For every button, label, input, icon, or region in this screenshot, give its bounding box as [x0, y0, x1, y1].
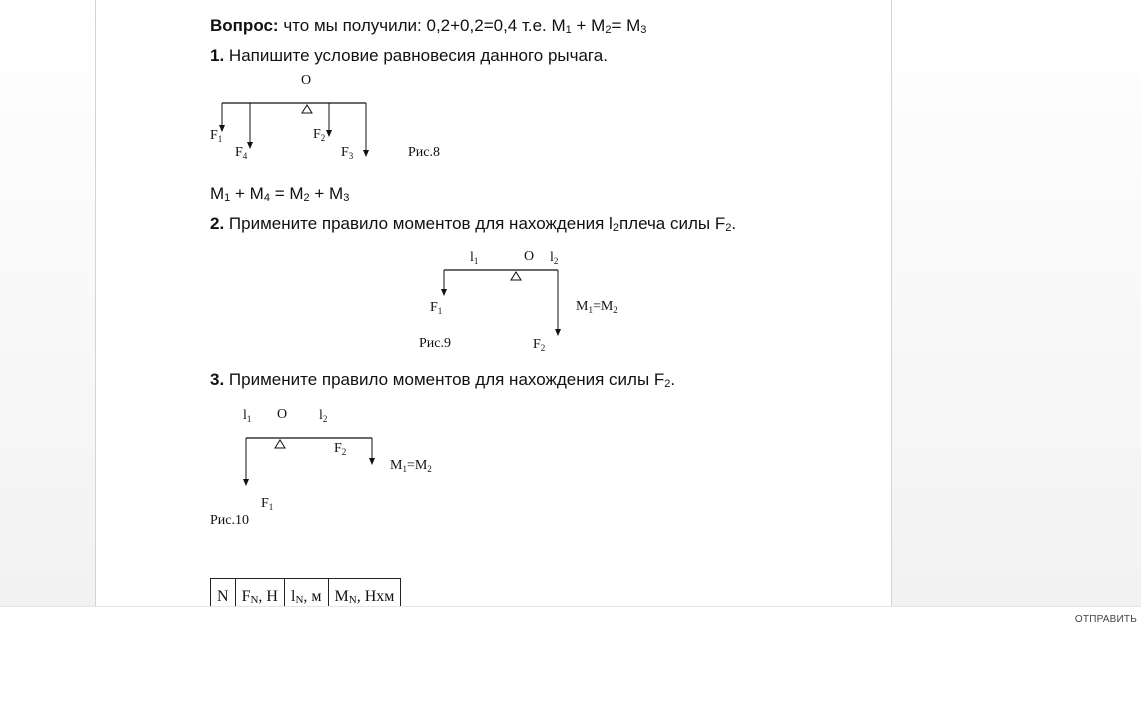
- arm-label-l2: $l_2$: [319, 408, 328, 424]
- force-label-f2: $F_2$: [334, 441, 347, 457]
- arrow-head: [326, 130, 332, 137]
- figure-caption: Рис.8: [408, 145, 440, 160]
- equilibrium-equation: [210, 184, 349, 208]
- figure-caption: Рис.9: [419, 336, 451, 351]
- pivot-triangle: [275, 440, 285, 448]
- pivot-triangle: [511, 272, 521, 280]
- subscript: 2: [303, 192, 310, 204]
- submit-button[interactable]: ОТПРАВИТЬ: [1074, 614, 1137, 625]
- subscript: 1: [565, 24, 572, 36]
- force-label-f4: $F_4$: [235, 145, 248, 161]
- table-header-cell: $M_N$, Нхм: [328, 579, 401, 607]
- task-number: 1.: [210, 46, 225, 65]
- task-3: [210, 370, 675, 394]
- subscript: 3: [640, 24, 647, 36]
- data-table: [210, 578, 401, 606]
- table-header-cell: N: [211, 579, 236, 607]
- figure-8-lever-diagram: [208, 70, 468, 166]
- equation-text: М: [210, 184, 225, 203]
- question-label: Вопрос:: [210, 16, 279, 35]
- task-text: плеча силы F: [618, 214, 726, 233]
- arrow-head: [555, 329, 561, 336]
- force-label-f3: $F_3$: [341, 145, 354, 161]
- subscript: 1: [224, 192, 231, 204]
- arrow-head: [247, 142, 253, 149]
- arrow-head: [369, 458, 375, 465]
- force-label-f1: $F_1$: [261, 496, 274, 512]
- force-label-f2: $F_2$: [533, 337, 546, 353]
- task-2: [210, 214, 736, 238]
- equation-text: + М: [230, 184, 264, 203]
- task-1: [210, 46, 608, 66]
- pivot-label: O: [277, 407, 288, 422]
- task-number: 2.: [210, 214, 225, 233]
- force-label-f1: $F_1$: [210, 128, 223, 144]
- figure-9-lever-diagram: [414, 244, 644, 358]
- subscript: 3: [343, 192, 350, 204]
- arm-label-l2: $l_2$: [550, 250, 559, 266]
- subscript: 2: [605, 24, 612, 36]
- subscript: 2: [725, 222, 732, 234]
- equation-text: + М: [309, 184, 344, 203]
- arrow-head: [441, 289, 447, 296]
- figure-caption: Рис.10: [210, 513, 249, 528]
- bottom-panel: [0, 606, 1141, 703]
- force-label-f1: $F_1$: [430, 300, 443, 316]
- subscript: 2: [612, 222, 619, 234]
- table-header-cell: $F_N$, Н: [235, 579, 284, 607]
- question-text: что мы получили: 0,2+0,2=0,4 т.е. М: [278, 16, 566, 35]
- question-line: [210, 16, 646, 40]
- table-header-row: [211, 579, 401, 607]
- task-text: .: [670, 370, 676, 389]
- arm-label-l1: $l_1$: [243, 408, 252, 424]
- moment-equality: $M_1=M_2$: [390, 458, 432, 474]
- subscript: 4: [263, 192, 270, 204]
- arrow-head: [363, 150, 369, 157]
- task-text: Напишите условие равновесия данного рычага.: [224, 46, 608, 65]
- moment-equality: $M_1=M_2$: [576, 299, 618, 315]
- subscript: 2: [664, 378, 671, 390]
- arrow-head: [243, 479, 249, 486]
- arrow-head: [219, 125, 225, 132]
- task-text: .: [731, 214, 737, 233]
- question-text: + М: [571, 16, 606, 35]
- question-text: = М: [611, 16, 641, 35]
- arm-label-l1: $l_1$: [470, 250, 479, 266]
- task-text: Примените правило моментов для нахождения силы F: [224, 370, 665, 389]
- pivot-triangle: [302, 105, 312, 113]
- figure-10-lever-diagram: [208, 402, 468, 534]
- document-page: [95, 0, 892, 606]
- equation-text: = М: [269, 184, 304, 203]
- table-header-cell: $l_N$, м: [284, 579, 328, 607]
- task-number: 3.: [210, 370, 225, 389]
- force-label-f2: $F_2$: [313, 127, 326, 143]
- task-text: Примените правило моментов для нахождения l: [224, 214, 613, 233]
- pivot-label: О: [301, 73, 312, 88]
- pivot-label: O: [524, 249, 535, 264]
